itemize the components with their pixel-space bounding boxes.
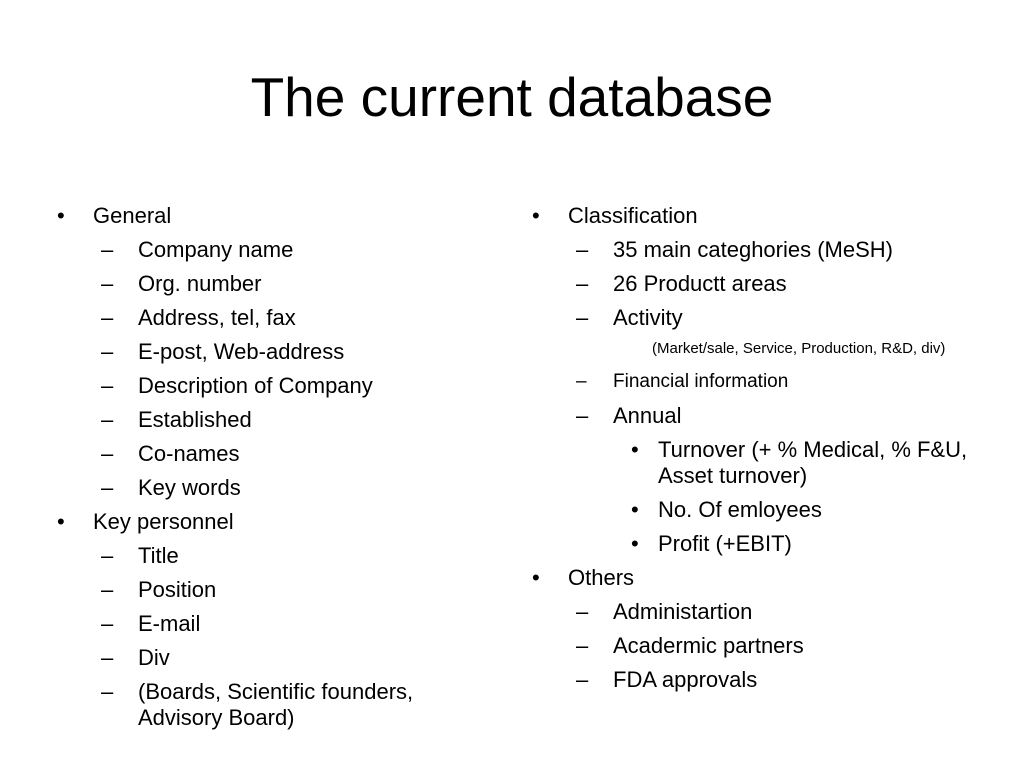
bullet-label-others: Others: [568, 565, 635, 590]
dash-marker: –: [101, 271, 114, 296]
bullet-marker: •: [631, 497, 639, 522]
annual-subitems: [613, 437, 970, 557]
list-item: [93, 577, 495, 603]
dash-marker: –: [101, 611, 114, 636]
item-administration: Administartion: [613, 599, 753, 624]
list-item: [568, 305, 970, 331]
list-item: [613, 437, 970, 489]
list-item: [568, 271, 970, 297]
list-item: [568, 403, 970, 557]
dash-marker: –: [101, 339, 114, 364]
item-boards: (Boards, Scientific founders, Advisory Board): [138, 679, 414, 730]
item-org-number: Org. number: [138, 271, 262, 296]
list-item: [93, 237, 495, 263]
bullet-marker: •: [532, 565, 540, 590]
dash-marker: –: [576, 271, 589, 296]
list-item: [93, 543, 495, 569]
item-e-mail: E-mail: [138, 611, 201, 636]
dash-marker: –: [576, 667, 589, 692]
dash-marker: –: [101, 237, 114, 262]
item-academic-partners: Acadermic partners: [613, 633, 804, 658]
item-annual: Annual: [613, 403, 682, 428]
item-established: Established: [138, 407, 252, 432]
item-key-words: Key words: [138, 475, 241, 500]
bullet-marker: •: [631, 437, 639, 462]
bullet-marker: •: [57, 203, 65, 228]
dash-marker: –: [101, 305, 114, 330]
left-column: [55, 203, 495, 739]
dash-marker: –: [576, 633, 589, 658]
list-item: [93, 305, 495, 331]
bullet-classification: [530, 203, 970, 557]
item-turnover: Turnover (+ % Medical, % F&U, Asset turnover): [658, 437, 968, 488]
bullet-label-general: General: [93, 203, 172, 228]
bullet-marker: •: [631, 531, 639, 556]
item-main-categories: 35 main categhories (MeSH): [613, 237, 894, 262]
dash-marker: –: [576, 371, 587, 392]
dash-marker: –: [576, 599, 589, 624]
dash-marker: –: [576, 403, 589, 428]
list-item: [93, 271, 495, 297]
dash-marker: –: [576, 237, 589, 262]
list-item: [93, 339, 495, 365]
item-employees: No. Of emloyees: [658, 497, 822, 522]
dash-marker: –: [101, 679, 114, 704]
bullet-marker: •: [57, 509, 65, 534]
item-e-post: E-post, Web-address: [138, 339, 345, 364]
item-div: Div: [138, 645, 170, 670]
classification-subitems-2: [568, 369, 970, 557]
bullet-general: [55, 203, 495, 501]
list-item: [93, 441, 495, 467]
bullet-key-personnel: [55, 509, 495, 731]
others-subitems: [568, 599, 970, 693]
item-co-names: Co-names: [138, 441, 240, 466]
dash-marker: –: [576, 305, 589, 330]
classification-subitems: [568, 237, 970, 331]
list-item: [93, 645, 495, 671]
dash-marker: –: [101, 407, 114, 432]
list-item: [613, 497, 970, 523]
dash-marker: –: [101, 441, 114, 466]
general-subitems: [93, 237, 495, 501]
bullet-label-key-personnel: Key personnel: [93, 509, 234, 534]
list-item: [613, 531, 970, 557]
left-outline: [55, 203, 495, 731]
list-item: [93, 611, 495, 637]
bullet-others: [530, 565, 970, 693]
dash-marker: –: [101, 475, 114, 500]
list-item: [568, 599, 970, 625]
item-profit: Profit (+EBIT): [658, 531, 792, 556]
item-description: Description of Company: [138, 373, 373, 398]
item-financial-information: Financial information: [613, 371, 789, 392]
item-activity: Activity: [613, 305, 683, 330]
item-company-name: Company name: [138, 237, 294, 262]
list-item: [568, 667, 970, 693]
item-fda-approvals: FDA approvals: [613, 667, 758, 692]
list-item: [93, 475, 495, 501]
item-position: Position: [138, 577, 217, 602]
list-item: [568, 237, 970, 263]
list-item: [568, 633, 970, 659]
activity-note: (Market/sale, Service, Production, R&D, div): [652, 340, 946, 357]
list-item: [93, 407, 495, 433]
list-item: [568, 369, 970, 395]
dash-marker: –: [101, 543, 114, 568]
bullet-label-classification: Classification: [568, 203, 698, 228]
right-outline: [530, 203, 970, 693]
list-item: [93, 679, 495, 731]
item-product-areas: 26 Productt areas: [613, 271, 787, 296]
list-item: [93, 373, 495, 399]
item-title: Title: [138, 543, 179, 568]
bullet-marker: •: [532, 203, 540, 228]
dash-marker: –: [101, 645, 114, 670]
dash-marker: –: [101, 577, 114, 602]
item-address: Address, tel, fax: [138, 305, 296, 330]
key-personnel-subitems: [93, 543, 495, 731]
slide-title: The current database: [250, 66, 774, 128]
right-column: [530, 203, 970, 701]
dash-marker: –: [101, 373, 114, 398]
